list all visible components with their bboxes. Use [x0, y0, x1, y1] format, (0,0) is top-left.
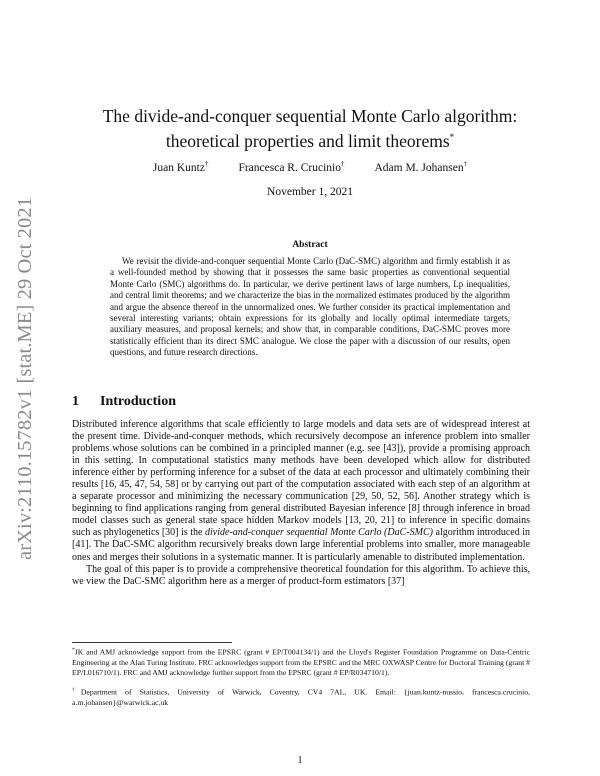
author-list: [80, 160, 540, 174]
page-number: 1: [297, 755, 303, 766]
paper-date: November 1, 2021: [267, 186, 353, 198]
intro-p1-end: algorithm introduced in [41]. The DaC-SMC algorithm recursively breaks down large inferential problems into smaller, more manageable ones and merges their solutions in a systematic manner. It is particularly amenable to distributed implementation.: [72, 527, 531, 563]
abstract-text: We revisit the divide-and-conquer sequential Monte Carlo (DaC-SMC) algorithm and firmly establish it as a well-founded method by showing that it possesses the same basic properties as conventional sequential Monte Carlo (SMC) algorithms do. In particular, we derive pertinent laws of large numbers, Lp inequalities, and central limit theorems; and we characterize the bias in the normalized estimates produced by the algorithm and argue the absence thereof in the unnormalized ones. We further consider its practical implementation and several interesting variants; obtain expressions for its globally and locally optimal intermediate targets, auxiliary measures, and proposal kernels; and show that, in comparable conditions, DaC-SMC proves more statistically efficient than its direct SMC analogue. We close the paper with a discussion of our results, open questions, and future research directions.: [110, 256, 510, 358]
footnote-mark: *: [72, 647, 75, 653]
section-number: 1: [72, 394, 79, 409]
author-mark: †: [204, 160, 209, 168]
footnote-affiliation: [72, 685, 530, 708]
paper-title: [80, 106, 540, 152]
abstract-heading: Abstract: [292, 240, 328, 250]
arxiv-identifier: arXiv:2110.15782v1 [stat.ME] 29 Oct 2021: [14, 196, 36, 560]
title-footnote-mark: *: [449, 132, 455, 142]
section-heading: [72, 394, 176, 410]
author-name: Francesca R. Crucinio: [238, 161, 341, 174]
author-mark: †: [340, 160, 345, 168]
footnote-text: Department of Statistics, University of Warwick, Coventry, CV4 7AL, UK. Email: {juan.kuntz-nussio, francesca.crucinio, a.m.johansen}@warwick.ac.uk: [72, 687, 530, 707]
author: [238, 160, 344, 174]
footnote-text: JK and AMJ acknowledge support from the EPSRC (grant # EP/T004134/1) and the Lloyd's Register Foundation Programme on Data-Centric Engineering at the Alan Turing Institute. FRC acknowledges support from the EPSRC and the MRC OXWASP Centre for Doctoral Training (grant # EP/L016710/1). FRC and AMJ acknowledge further support from the EPSRC (grant # EP/R034710/1).: [72, 647, 530, 677]
section-title: Introduction: [100, 394, 176, 409]
intro-p1-emphasis: divide-and-conquer sequential Monte Carlo (DaC-SMC): [205, 527, 433, 539]
author-name: Adam M. Johansen: [374, 161, 464, 174]
intro-p1-text: Distributed inference algorithms that scale efficiently to large models and data sets are of widespread interest at the present time. Divide-and-conquer methods, which recursively decompose an inference problem into smaller problems whose solutions can be combined in a principled manner (e.g. see [43]), provide a promising approach in this setting. In computational statistics many methods have been developed which allow for distributed inference either by performing inference for a subset of the data at each processor and ultimately combining their results [16, 45, 47, 54, 58] or by carrying out part of the computation associated with each step of an algorithm at a separate processor and minimizing the necessary communication [29, 50, 52, 56]. Another strategy which is beginning to find applications ranging from general distributed Bayesian inference [8] through inference in broad model classes such as general state space hidden Markov models [13, 20, 21] to inference in specific domains such as phylogenetics [30] is the: [72, 419, 530, 539]
title-line-1: The divide-and-conquer sequential Monte Carlo algorithm:: [102, 106, 518, 126]
author-name: Juan Kuntz: [152, 161, 205, 174]
intro-paragraph-2: The goal of this paper is to provide a comprehensive theoretical foundation for this algorithm. To achieve this, we view the DaC-SMC algorithm here as a merger of product-form estimators [37]: [72, 563, 530, 587]
footnote-mark: †: [72, 687, 81, 693]
footnote-rule: [72, 642, 232, 643]
author: [153, 160, 209, 174]
author: [374, 160, 467, 174]
title-line-2: theoretical properties and limit theorems: [165, 130, 450, 151]
author-mark: †: [463, 160, 468, 168]
footnote-funding: [72, 645, 530, 678]
introduction-body: [72, 419, 530, 588]
intro-paragraph-1: [72, 419, 530, 564]
